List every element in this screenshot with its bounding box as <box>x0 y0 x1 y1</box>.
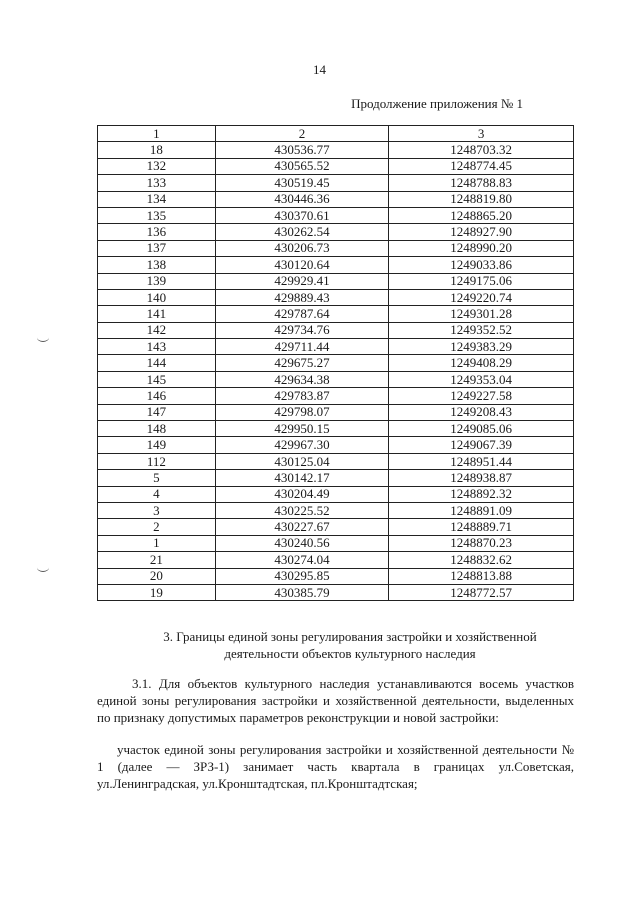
cell-x-coordinate: 430262.54 <box>215 224 389 240</box>
table-row <box>98 421 574 437</box>
cell-point-number: 142 <box>98 322 216 338</box>
table-row <box>98 502 574 518</box>
cell-y-coordinate: 1249352.52 <box>389 322 574 338</box>
cell-x-coordinate: 430519.45 <box>215 175 389 191</box>
cell-y-coordinate: 1249383.29 <box>389 339 574 355</box>
table-row <box>98 535 574 551</box>
column-header-point: 1 <box>98 126 216 142</box>
cell-y-coordinate: 1249408.29 <box>389 355 574 371</box>
cell-x-coordinate: 430274.04 <box>215 552 389 568</box>
cell-y-coordinate: 1248703.32 <box>389 142 574 158</box>
cell-x-coordinate: 429929.41 <box>215 273 389 289</box>
cell-x-coordinate: 430240.56 <box>215 535 389 551</box>
table-row <box>98 224 574 240</box>
table-row <box>98 388 574 404</box>
cell-point-number: 2 <box>98 519 216 535</box>
cell-y-coordinate: 1249208.43 <box>389 404 574 420</box>
cell-point-number: 145 <box>98 371 216 387</box>
cell-point-number: 137 <box>98 240 216 256</box>
cell-x-coordinate: 429967.30 <box>215 437 389 453</box>
cell-y-coordinate: 1249067.39 <box>389 437 574 453</box>
cell-y-coordinate: 1248772.57 <box>389 584 574 600</box>
coordinates-table <box>97 125 574 601</box>
cell-x-coordinate: 430227.67 <box>215 519 389 535</box>
cell-point-number: 149 <box>98 437 216 453</box>
table-row <box>98 257 574 273</box>
table-row <box>98 453 574 469</box>
cell-point-number: 133 <box>98 175 216 191</box>
cell-x-coordinate: 430385.79 <box>215 584 389 600</box>
cell-point-number: 140 <box>98 289 216 305</box>
cell-point-number: 147 <box>98 404 216 420</box>
section-heading-line2: деятельности объектов культурного наследия <box>224 646 476 661</box>
cell-point-number: 144 <box>98 355 216 371</box>
paragraph-3-1: 3.1. Для объектов культурного наследия устанавливаются восемь участков единой зоны регулирования застройки и хозяйственной деятельности, выделенных по признаку допустимых параметров реконструкции и новой застройки: <box>97 676 574 725</box>
cell-y-coordinate: 1248891.09 <box>389 502 574 518</box>
cell-y-coordinate: 1249033.86 <box>389 257 574 273</box>
cell-y-coordinate: 1248870.23 <box>389 535 574 551</box>
cell-x-coordinate: 430565.52 <box>215 158 389 174</box>
appendix-label: Продолжение приложения № 1 <box>351 96 523 111</box>
table-row <box>98 273 574 289</box>
cell-point-number: 21 <box>98 552 216 568</box>
cell-x-coordinate: 429634.38 <box>215 371 389 387</box>
cell-x-coordinate: 430536.77 <box>215 142 389 158</box>
section-heading-line1: 3. Границы единой зоны регулирования застройки и хозяйственной <box>163 629 537 644</box>
section-heading <box>120 628 580 662</box>
cell-x-coordinate: 429950.15 <box>215 421 389 437</box>
cell-y-coordinate: 1248865.20 <box>389 207 574 223</box>
margin-mark <box>37 563 49 572</box>
cell-x-coordinate: 429787.64 <box>215 306 389 322</box>
cell-point-number: 112 <box>98 453 216 469</box>
cell-point-number: 143 <box>98 339 216 355</box>
cell-x-coordinate: 429711.44 <box>215 339 389 355</box>
table-row <box>98 339 574 355</box>
cell-y-coordinate: 1249175.06 <box>389 273 574 289</box>
cell-x-coordinate: 429783.87 <box>215 388 389 404</box>
cell-y-coordinate: 1249220.74 <box>389 289 574 305</box>
table-row <box>98 158 574 174</box>
table-row <box>98 552 574 568</box>
cell-y-coordinate: 1248774.45 <box>389 158 574 174</box>
cell-y-coordinate: 1248832.62 <box>389 552 574 568</box>
cell-x-coordinate: 430370.61 <box>215 207 389 223</box>
cell-point-number: 139 <box>98 273 216 289</box>
cell-x-coordinate: 429889.43 <box>215 289 389 305</box>
table-row <box>98 306 574 322</box>
margin-mark <box>37 333 49 342</box>
cell-x-coordinate: 429734.76 <box>215 322 389 338</box>
cell-point-number: 3 <box>98 502 216 518</box>
cell-y-coordinate: 1249353.04 <box>389 371 574 387</box>
cell-x-coordinate: 430295.85 <box>215 568 389 584</box>
cell-x-coordinate: 430125.04 <box>215 453 389 469</box>
cell-point-number: 138 <box>98 257 216 273</box>
cell-point-number: 19 <box>98 584 216 600</box>
cell-y-coordinate: 1249301.28 <box>389 306 574 322</box>
cell-point-number: 4 <box>98 486 216 502</box>
cell-x-coordinate: 430142.17 <box>215 470 389 486</box>
cell-point-number: 136 <box>98 224 216 240</box>
table-row <box>98 322 574 338</box>
paragraph-zrz-1: участок единой зоны регулирования застройки и хозяйственной деятельности № 1 (далее — ЗРЗ-1) занимает часть квартала в границах ул.Советская, ул.Ленинградская, ул.Кронштадтская, пл.Кронштадтская; <box>97 742 574 791</box>
cell-point-number: 148 <box>98 421 216 437</box>
table-row <box>98 470 574 486</box>
cell-point-number: 1 <box>98 535 216 551</box>
cell-y-coordinate: 1248938.87 <box>389 470 574 486</box>
cell-x-coordinate: 430120.64 <box>215 257 389 273</box>
cell-point-number: 134 <box>98 191 216 207</box>
table-body <box>98 142 574 601</box>
cell-x-coordinate: 430225.52 <box>215 502 389 518</box>
cell-y-coordinate: 1248990.20 <box>389 240 574 256</box>
table-row <box>98 240 574 256</box>
table-row <box>98 289 574 305</box>
cell-y-coordinate: 1248951.44 <box>389 453 574 469</box>
cell-y-coordinate: 1248788.83 <box>389 175 574 191</box>
table-row <box>98 568 574 584</box>
table-row <box>98 486 574 502</box>
cell-y-coordinate: 1249227.58 <box>389 388 574 404</box>
cell-y-coordinate: 1248889.71 <box>389 519 574 535</box>
cell-y-coordinate: 1248813.88 <box>389 568 574 584</box>
table-row <box>98 404 574 420</box>
cell-x-coordinate: 429675.27 <box>215 355 389 371</box>
cell-point-number: 141 <box>98 306 216 322</box>
table-row <box>98 142 574 158</box>
cell-y-coordinate: 1249085.06 <box>389 421 574 437</box>
table-row <box>98 437 574 453</box>
cell-y-coordinate: 1248819.80 <box>389 191 574 207</box>
table-row <box>98 584 574 600</box>
table-row <box>98 519 574 535</box>
table-header-row <box>98 126 574 142</box>
cell-point-number: 132 <box>98 158 216 174</box>
page-number: 14 <box>313 62 326 77</box>
cell-y-coordinate: 1248892.32 <box>389 486 574 502</box>
table-row <box>98 371 574 387</box>
column-header-y: 3 <box>389 126 574 142</box>
cell-point-number: 20 <box>98 568 216 584</box>
cell-x-coordinate: 430446.36 <box>215 191 389 207</box>
table-row <box>98 355 574 371</box>
table-row <box>98 191 574 207</box>
cell-x-coordinate: 430206.73 <box>215 240 389 256</box>
cell-point-number: 135 <box>98 207 216 223</box>
cell-y-coordinate: 1248927.90 <box>389 224 574 240</box>
cell-x-coordinate: 430204.49 <box>215 486 389 502</box>
cell-point-number: 5 <box>98 470 216 486</box>
cell-x-coordinate: 429798.07 <box>215 404 389 420</box>
table-row <box>98 175 574 191</box>
table-row <box>98 207 574 223</box>
column-header-x: 2 <box>215 126 389 142</box>
cell-point-number: 18 <box>98 142 216 158</box>
cell-point-number: 146 <box>98 388 216 404</box>
